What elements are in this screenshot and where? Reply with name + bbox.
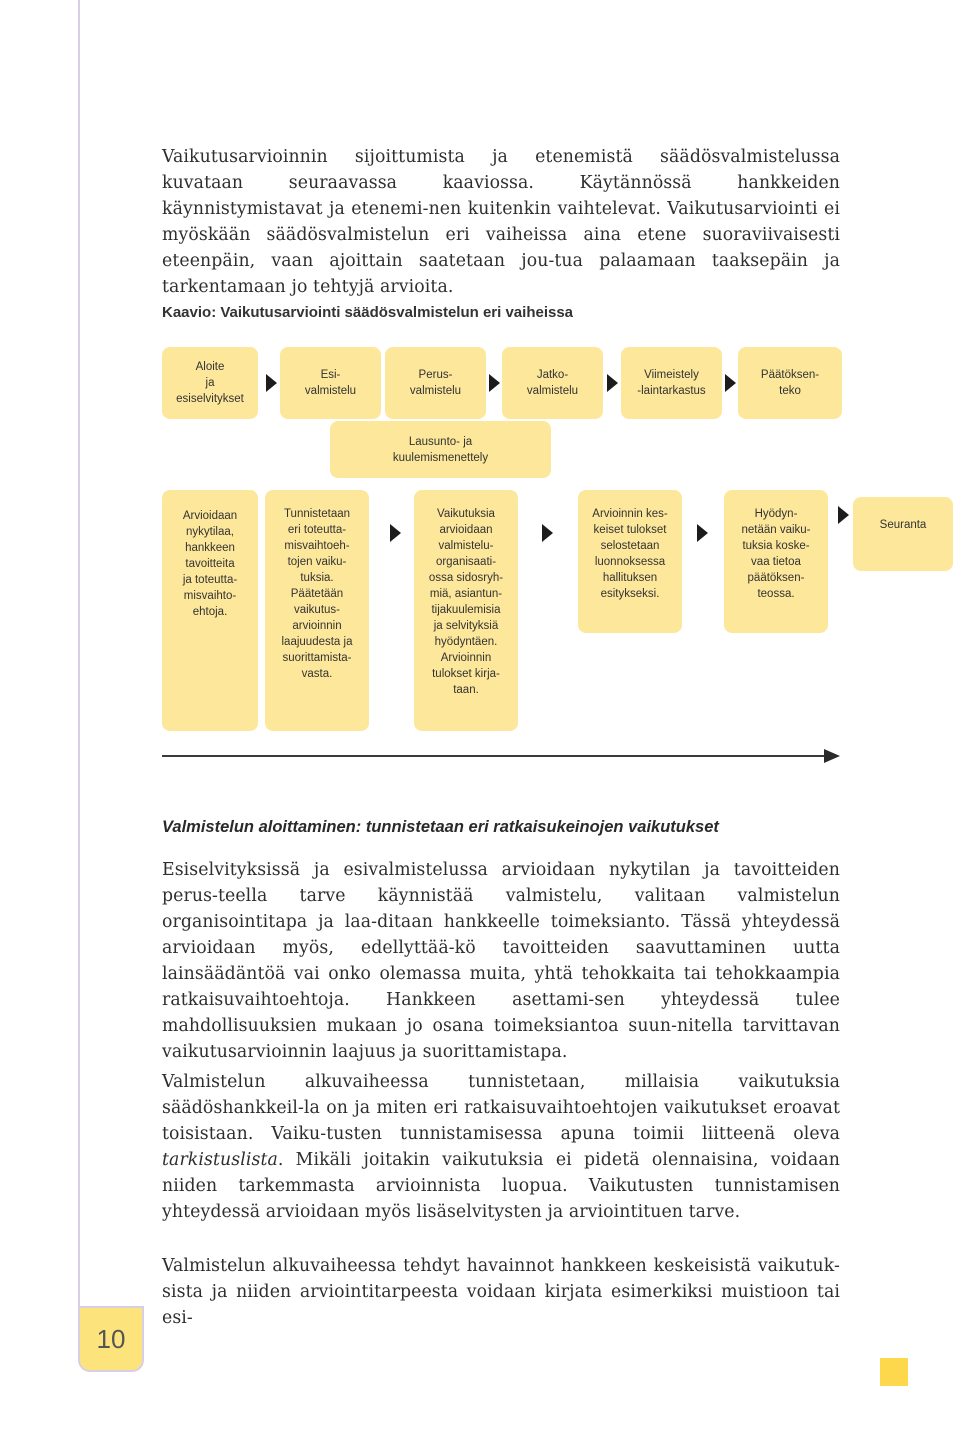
consultation-box: Lausunto- ja kuulemismenettely <box>330 421 551 478</box>
arrow-icon <box>390 524 401 542</box>
diagram-caption: Kaavio: Vaikutusarviointi säädösvalmistelun eri vaiheissa <box>162 304 574 321</box>
phase-aloite: Aloite ja esiselvitykset <box>162 347 258 419</box>
phase-jatkovalmistelu: Jatko- valmistelu <box>502 347 603 419</box>
activity-box-4: Arvioinnin kes- keiset tulokset selostetaan luonnoksessa hallituksen esitykseksi. <box>578 490 682 633</box>
phase-esivalmistelu: Esi- valmistelu <box>280 347 381 419</box>
body-paragraph-3: Valmistelun alkuvaiheessa tehdyt havainnot hankkeen keskeisistä vaikutuk-sista ja niiden arviointitarpeesta voidaan kirjata esimerkiksi muistioon tai esi- <box>162 1256 840 1328</box>
timeline-arrowhead-icon <box>824 749 840 763</box>
intro-paragraph: Vaikutusarvioinnin sijoittumista ja etenemistä säädösvalmistelussa kuvataan seuraavassa kaaviossa. Käytännössä hankkeiden käynnistymistavat ja etenemi-nen kuitenkin vaihtelevat. Vaikutusarviointi ei myöskään säädösvalmistelun eri vaiheissa aina etene suoraviivaisesti eteenpäin, vaan ajoittain saatetaan jou-tua palaamaan taaksepäin ja tarkentamaan jo tehtyjä arvioita. <box>162 147 840 297</box>
body-paragraph-2: Valmistelun alkuvaiheessa tunnistetaan, millaisia vaikutuksia säädöshankkeil-la on ja miten eri ratkaisuvaihtoehtojen vaikutukset eroavat toisistaan. Vaiku-tusten tunnistamisessa apuna toimii liitteenä oleva tarkistuslista. Mikäli joitakin vaikutuksia ei pidetä olennaisina, voidaan niiden tarkemmasta arvioinnista luopua. Vaikutusten tunnistamisen yhteydessä arvioidaan myös lisäselvitysten ja arviointituen tarve. <box>162 1072 840 1222</box>
activity-box-5: Hyödyn- netään vaiku- tuksia koske- vaa tietoa päätöksen- teossa. <box>724 490 828 633</box>
arrow-icon <box>838 506 849 524</box>
phase-perusvalmistelu: Perus- valmistelu <box>385 347 486 419</box>
section-heading: Valmistelun aloittaminen: tunnistetaan eri ratkaisukeinojen vaikutukset <box>162 818 719 836</box>
arrow-icon <box>725 374 736 392</box>
page-number: 10 <box>78 1306 144 1372</box>
phase-paatoksenteko: Päätöksen- teko <box>738 347 842 419</box>
checklist-reference: tarkistuslista <box>162 1150 278 1170</box>
arrow-icon <box>697 524 708 542</box>
arrow-icon <box>489 374 500 392</box>
activity-box-2: Tunnistetaan eri toteutta- misvaihtoeh- tojen vaiku- tuksia. Päätetään vaikutus- arvioinnin laajuudesta ja suorittamista- vasta. <box>265 490 369 731</box>
body-paragraph-1: Esiselvityksissä ja esivalmistelussa arvioidaan nykytilan ja tavoitteiden perus-teella tarve käynnistää valmistelu, valitaan valmistelun organisointitapa ja laa-ditaan hankkeelle toimeksianto. Tässä yhteydessä arvioidaan myös, edellyttää-kö tavoitteiden saavuttaminen uutta lainsäädäntöä vai onko olemassa muita, yhtä tehokkaita tai tehokkaampia ratkaisuvaihtoehtoja. Hankkeen asettami-sen yhteydessä tulee mahdollisuuksien mukaan jo osana toimeksiantoa suun-nitella tarvittavan vaikutusarvioinnin laajuus ja suorittamistapa. <box>162 860 840 1062</box>
corner-square-decoration <box>880 1358 908 1386</box>
margin-line <box>78 0 80 1310</box>
arrow-icon <box>266 374 277 392</box>
arrow-icon <box>542 524 553 542</box>
activity-box-3: Vaikutuksia arvioidaan valmistelu- organisaati- ossa sidosryh- miä, asiantun- tijakuulemisia ja selvityksiä hyödyntäen. Arvioinnin tulokset kirja- taan. <box>414 490 518 731</box>
activity-box-seuranta: Seuranta <box>853 497 953 571</box>
timeline-line <box>162 755 826 757</box>
arrow-icon <box>607 374 618 392</box>
phase-viimeistely: Viimeistely -laintarkastus <box>621 347 722 419</box>
activity-box-1: Arvioidaan nykytilaa, hankkeen tavoitteita ja toteutta- misvaihto- ehtoja. <box>162 490 258 731</box>
